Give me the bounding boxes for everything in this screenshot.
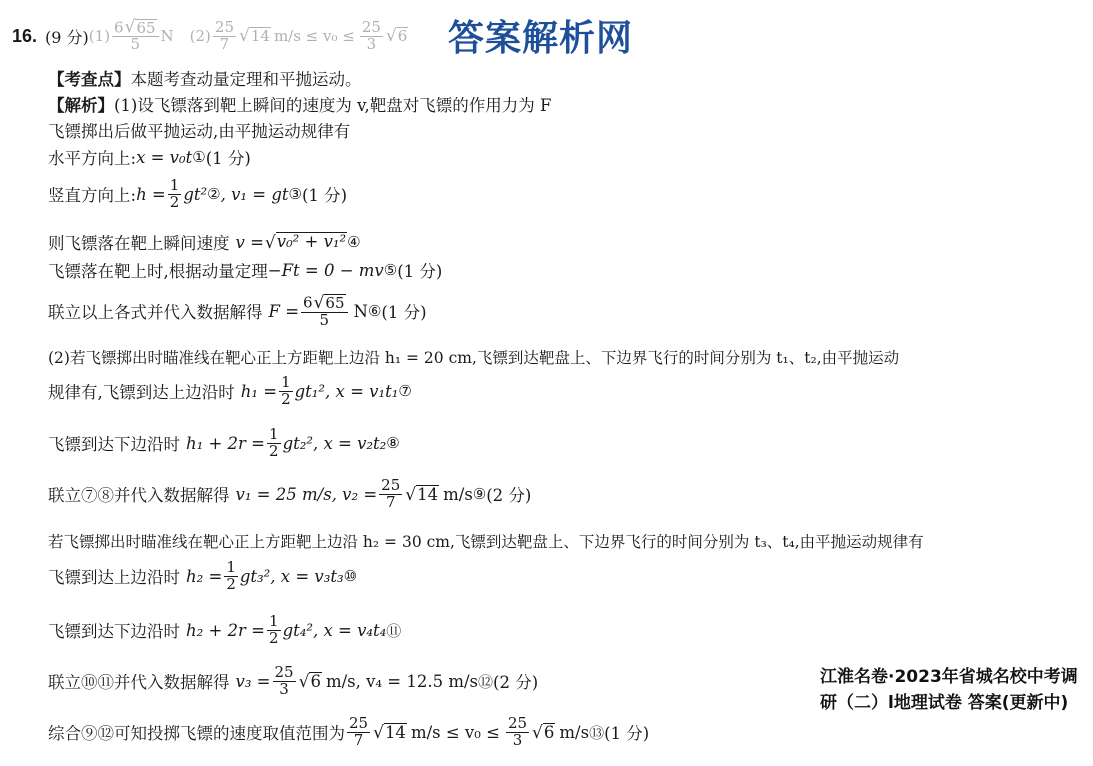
solution-line-3: 飞镖掷出后做平抛运动,由平抛运动规律有 <box>48 122 351 141</box>
answer-fraction: 6 √ 65 5 <box>112 19 158 53</box>
solution-line-16: 联立⑩⑪并代入数据解得 v₃ = $\frac{25}{3}$ √ 6 m/s, v₄ = 12.5 m/s ⑫ (2 分) <box>48 663 539 698</box>
analysis-line: 【解析】 (1)设飞镖落到靶上瞬间的速度为 v,靶盘对飞镖的作用力为 F <box>48 96 552 115</box>
question-points: (9 分) <box>45 27 89 47</box>
solution-line-12: 联立⑦⑧并代入数据解得 v₁ = 25 m/s, v₂ = $\frac{25}{7}$ √ 14 m/s ⑨ (2 分) <box>48 476 532 511</box>
question-number: 16. <box>12 25 38 46</box>
solution-line-13: 若飞镖掷出时瞄准线在靶心正上方距靶上边沿 h₂ = 30 cm,飞镖到达靶盘上、下边界飞行的时间分别为 t₃、t₄,由平抛运动规律有 <box>48 533 924 551</box>
solution-line-15: 飞镖到达下边沿时 h₂ + 2r = $\frac{1}{2}$ gt₄² , x = v₄t₄ ⑪ <box>48 612 402 647</box>
solution-line-8: 联立以上各式并代入数据解得 F = 6 √ 65 5 N ⑥ (1 分) <box>48 292 427 329</box>
solution-line-14: 飞镖到达上边沿时 h₂ = $\frac{1}{2}$ gt₃² , x = v₃t₃ ⑩ <box>48 558 358 593</box>
solution-line-4: 水平方向上: x = v₀t ① (1 分) <box>48 147 251 168</box>
solution-line-17: 综合⑨⑫可知投掷飞镖的速度取值范围为 $\frac{25}{7}$ √ 14 m/s ≤ v₀ ≤ $\frac{25}{3}$ √ 6 m/s ⑬ (1 分) <box>48 714 650 749</box>
solution-line-10: 规律有,飞镖到达上边沿时 h₁ = $\frac{1}{2}$ gt₁² , x = v₁t₁ ⑦ <box>48 373 412 408</box>
watermark-text: 答案解析网 <box>448 18 634 59</box>
question-header <box>12 18 408 54</box>
solution-line-6: 则飞镖落在靶上瞬间速度 v = √ v₀² + v₁² ④ <box>48 232 361 253</box>
solution-line-7: 飞镖落在靶上时,根据动量定理 −Ft = 0 − mv ⑤ (1 分) <box>48 260 443 281</box>
solution-line-11: 飞镖到达下边沿时 h₁ + 2r = $\frac{1}{2}$ gt₂² , x = v₂t₂ ⑧ <box>48 425 400 460</box>
solution-line-9: (2)若飞镖掷出时瞄准线在靶心正上方距靶上边沿 h₁ = 20 cm,飞镖到达靶盘上、下边界飞行的时间分别为 t₁、t₂,由平抛运动 <box>48 349 900 367</box>
solution-line-5: 竖直方向上: h = $\frac{1}{2}$ gt² ② , v₁ = gt ③ (1 分) <box>48 176 348 211</box>
exam-point-line: 【考查点】 本题考查动量定理和平抛运动。 <box>48 70 362 89</box>
source-footnote: 江淮名卷·2023年省城名校中考调研（二）l地理试卷 答案(更新中) <box>820 667 1078 713</box>
answer-summary: (1) 6 √ 65 5 N (2) $\frac{25}{7}$ √ 14 m/s ≤ v₀ ≤ $\frac{25}{3}$ √ 6 <box>88 17 408 54</box>
